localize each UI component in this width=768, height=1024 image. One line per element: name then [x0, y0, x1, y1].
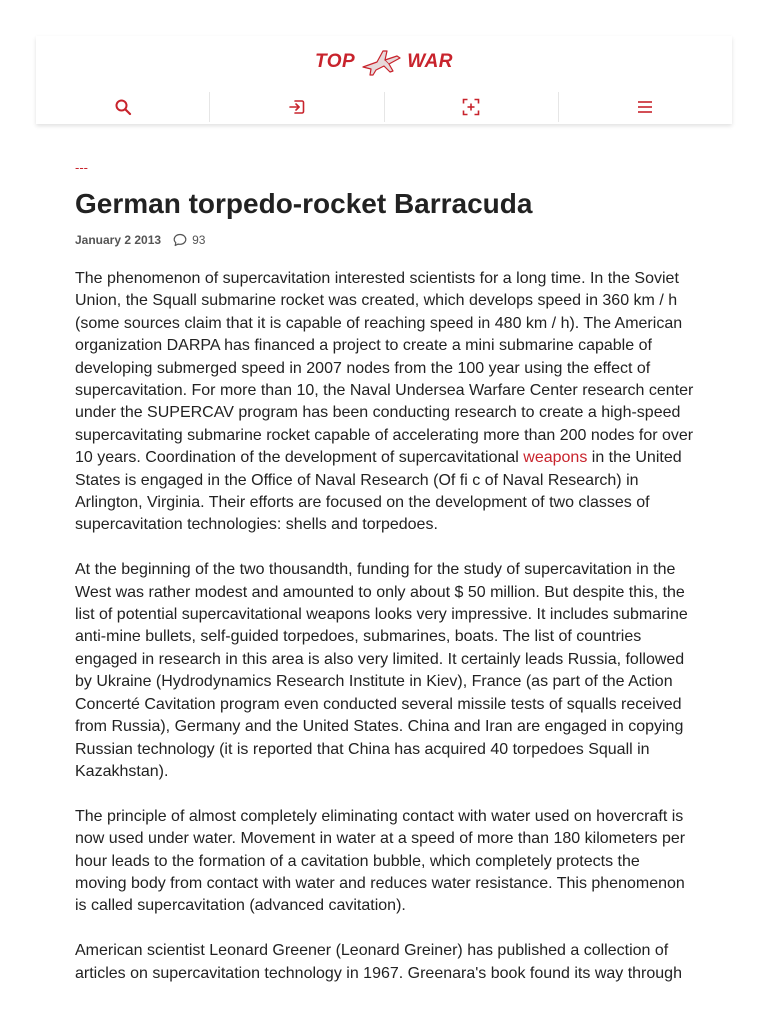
site-header	[36, 36, 732, 124]
menu-icon	[636, 98, 654, 116]
comments-count: 93	[192, 233, 206, 247]
search-button[interactable]	[36, 92, 210, 122]
login-button[interactable]	[210, 92, 384, 122]
fighter-jet-icon	[359, 45, 403, 79]
header-nav	[36, 92, 732, 124]
login-icon	[288, 98, 306, 116]
article-paragraph: American scientist Leonard Greener (Leonard Greiner) has published a collection of articles on supercavitation technology in 1967. Greenara's book found its way through	[75, 942, 682, 982]
article	[75, 160, 695, 985]
weapons-link[interactable]: weapons	[523, 449, 588, 467]
comment-icon	[173, 233, 187, 247]
comments-link[interactable]	[173, 233, 205, 247]
paragraph-text: in the United States is engaged in the Office of Naval Research (Of fi c of Naval Research) in Arlington, Virginia. Their efforts are focused on the development of two classes of supercavitation technologies: shells and torpedoes.	[75, 449, 682, 534]
add-button[interactable]	[385, 92, 559, 122]
menu-button[interactable]	[559, 92, 732, 122]
logo-text-right: WAR	[407, 51, 454, 72]
paragraph-text: The phenomenon of supercavitation interested scientists for a long time. In the Soviet Union, the Squall submarine rocket was created, which develops speed in 360 km / h (some sources claim that it is capable of reaching speed in 480 km / h). The American organization DARPA has financed a project to create a mini submarine capable of developing submerged speed in 2007 nodes from the 100 year using the effect of supercavitation. For more than 10, the Naval Undersea Warfare Center research center under the SUPERCAV program has been conducting research to create a high-speed supercavitating submarine rocket capable of accelerating more than 200 nodes for over 10 years. Coordination of the development of supercavitational	[75, 270, 694, 467]
search-icon	[114, 98, 132, 116]
section-marker: ---	[75, 160, 88, 175]
article-paragraph: The principle of almost completely eliminating contact with water used on hovercraft is now used under water. Movement in water at a speed of more than 180 kilometers per hour leads to the formation of a cavitation bubble, which completely protects the moving body from contact with water and reduces water resistance. This phenomenon is called supercavitation (advanced cavitation).	[75, 807, 686, 915]
article-paragraph: At the beginning of the two thousandth, funding for the study of supercavitation in the West was rather modest and amounted to only about $ 50 million. But despite this, the list of potential supercavitational weapons looks very impressive. It includes submarine anti-mine bullets, self-guided torpedoes, submarines, boats. The list of countries engaged in research in this area is also very limited. It certainly leads Russia, followed by Ukraine (Hydrodynamics Research Institute in Kiev), France (as part of the Action Concerté Cavitation program even conducted several missile tests of squalls received from Russia), Germany and the United States. China and Iran are engaged in copying Russian technology (it is reported that China has acquired 40 torpedoes Squall in Kazakhstan).	[75, 561, 688, 780]
article-meta	[75, 232, 695, 248]
site-logo[interactable]	[36, 44, 732, 80]
article-title: German torpedo-rocket Barracuda	[75, 188, 533, 219]
logo-text-left: TOP	[314, 51, 356, 72]
add-icon	[462, 98, 480, 116]
article-date: January 2 2013	[75, 233, 162, 247]
article-paragraph	[75, 268, 695, 537]
